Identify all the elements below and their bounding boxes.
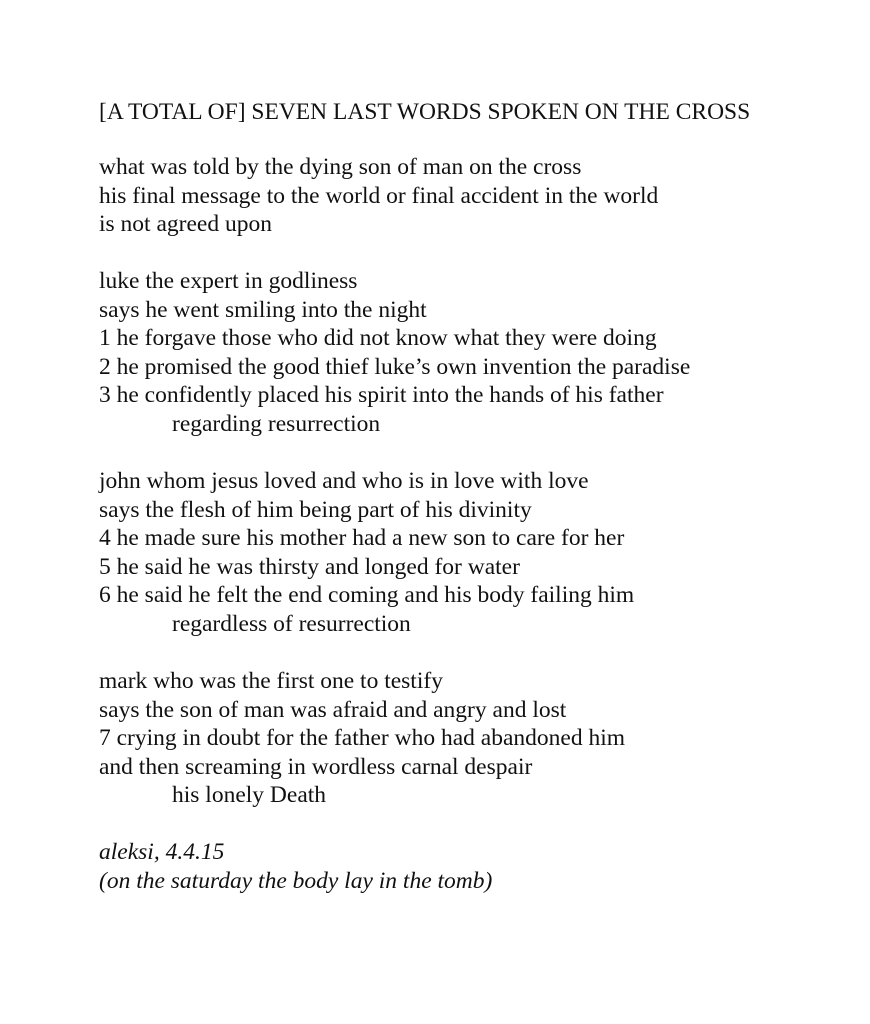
poem-line: 4 he made sure his mother had a new son to care for her — [99, 525, 625, 552]
poem-line: luke the expert in godliness — [99, 268, 358, 294]
poem-title: [A TOTAL OF] SEVEN LAST WORDS SPOKEN ON THE CROSS — [99, 99, 751, 125]
stanza-4 — [99, 667, 625, 810]
poem-line: 3 he confidently placed his spirit into the hands of his father — [99, 382, 664, 409]
poem-line: 7 crying in doubt for the father who had abandoned him — [99, 725, 625, 752]
stanza-2 — [99, 267, 690, 439]
poem-line: 2 he promised the good thief luke’s own invention the paradise — [99, 353, 691, 380]
poem-line: 5 he said he was thirsty and longed for water — [99, 553, 520, 580]
poem-line: his final message to the world or final accident in the world — [99, 182, 659, 209]
poem-line-indented: his lonely Death — [172, 782, 327, 809]
poem-line-indented: regardless of resurrection — [172, 610, 411, 637]
poem-line: 1 he forgave those who did not know what they were doing — [99, 325, 657, 352]
poem-line: mark who was the first one to testify — [99, 668, 443, 694]
signature-author-date: aleksi, 4.4.15 — [99, 839, 225, 865]
poem-line: is not agreed upon — [99, 211, 272, 238]
signature-note: (on the saturday the body lay in the tomb) — [99, 867, 493, 894]
stanza-3 — [99, 467, 634, 639]
poem-line: and then screaming in wordless carnal despair — [99, 753, 533, 780]
poem-line: says he went smiling into the night — [99, 296, 427, 323]
poem-line-indented: regarding resurrection — [172, 410, 381, 437]
poem-line: 6 he said he felt the end coming and his body failing him — [99, 582, 635, 609]
stanza-1 — [99, 153, 658, 239]
signature-block — [99, 838, 492, 895]
poem-line: says the flesh of him being part of his divinity — [99, 496, 532, 523]
poem-line: what was told by the dying son of man on the cross — [99, 154, 582, 180]
poem-line: says the son of man was afraid and angry and lost — [99, 696, 567, 723]
poem-line: john whom jesus loved and who is in love with love — [99, 468, 589, 494]
